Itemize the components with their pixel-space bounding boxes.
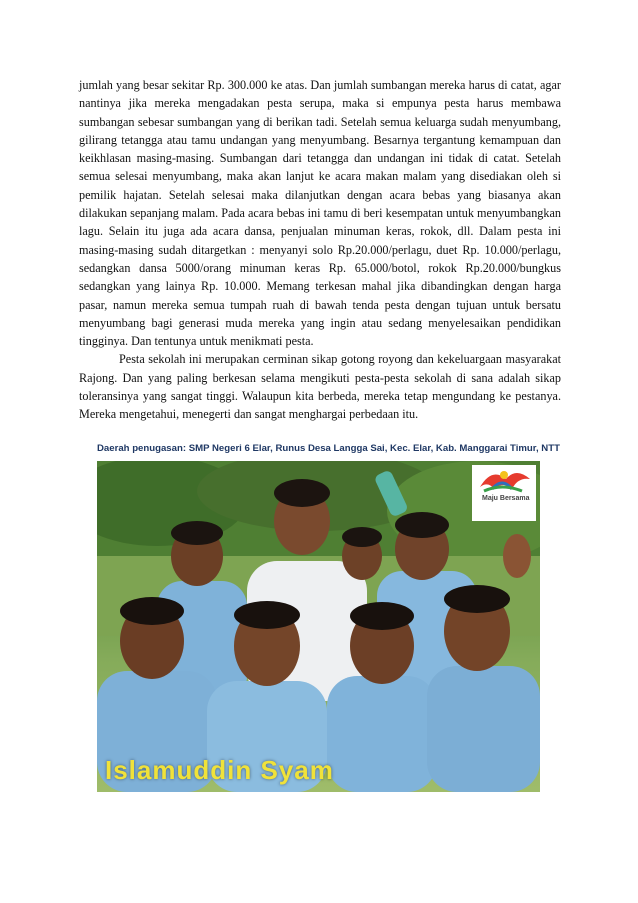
paragraph-1: jumlah yang besar sekitar Rp. 300.000 ke atas. Dan jumlah sumbangan mereka harus di catat, agar nantinya jika mereka mengadakan pesta serupa, maka si empunya pesta harus membawa sumbangan sebesar sumbangan yang di berikan tadi. Setelah semua keluarga sudah menyumbang, gilirang tetangga atau tamu undangan yang menyumbang. Besarnya tergantung kemampuan dan keikhlasan masing-masing. Sumbangan dari tetangga dan undangan ini tidak di catat. Setelah semua selesai menyumbang, maka akan lanjut ke acara makan malam yang disediakan oleh si pemilik hajatan. Setelah selesai maka dilanjutkan dengan acara bebas yang biasanya akan dilakukan sepanjang malam. Pada acara bebas ini tamu di beri kesempatan untuk menyumbangkan lagu. Selain itu juga ada acara dansa, penjualan minuman keras, rokok, dll. Dalam pesta ini masing-masing sudah ditargetkan : menyanyi solo Rp.20.000/perlagu, duet Rp. 10.000/perlagu, sedangkan dansa 5000/orang minuman keras Rp. 65.000/botol, rokok Rp.20.000/bungkus sedangkan yang lainya Rp. 10.000. Memang terkesan mahal jika dibandingkan dengan harga pasar, namun mereka semua tumpah ruah di bawah tenda pesta dengan tujuan untuk bersatu menyumbang bagi generasi muda mereka yang ingin atau sedang menyelesaikan pendidikan tingginya. Dan tentunya untuk menikmati pesta. (79, 78, 561, 349)
photo-caption: Daerah penugasan: SMP Negeri 6 Elar, Runus Desa Langga Sai, Kec. Elar, Kab. Manggarai Timur, NTT (97, 443, 560, 454)
body-text (79, 76, 561, 424)
maju-bersama-logo (472, 465, 536, 521)
logo-text: Maju Bersama (482, 495, 530, 502)
photographer-watermark: Islamuddin Syam (105, 755, 334, 785)
star-logo-icon (472, 465, 536, 495)
paragraph-2: Pesta sekolah ini merupakan cerminan sikap gotong royong dan kekeluargaan masyarakat Rajong. Dan yang paling berkesan selama mengikuti pesta-pesta sekolah di sana adalah sikap toleransinya yang sangat tinggi. Walaupun kita berbeda, mereka tetap mengundang ke pestanya. Mereka mengetahui, menegerti dan sangat menghargai perbedaan itu. (79, 352, 561, 422)
group-photo (97, 461, 540, 792)
